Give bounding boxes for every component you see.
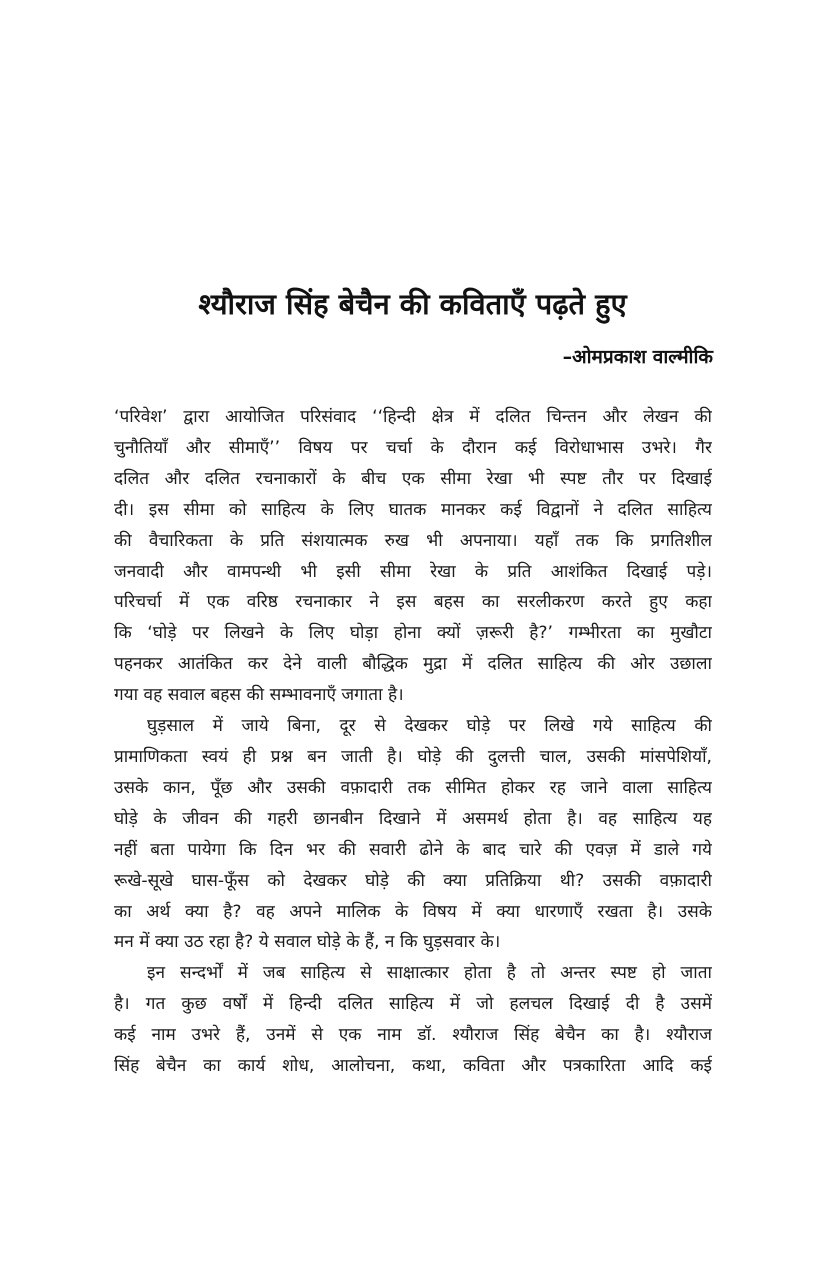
text-line: कि ‘घोड़े पर लिखने के लिए घोड़ा होना क्यों ज़रूरी है?’ गम्भीरता का मुखौटा — [114, 623, 712, 644]
text-line: गया वह सवाल बहस की सम्भावनाएँ जगाता है। — [114, 685, 404, 706]
text-line: नहीं बता पायेगा कि दिन भर की सवारी ढोने के बाद चारे की एवज़ में डाले गये — [114, 839, 712, 860]
text-line: चुनौतियाँ और सीमाएँ’’ विषय पर चर्चा के दौरान कई विरोधाभास उभरे। गैर — [114, 437, 712, 458]
text-line: सिंह बेचैन का कार्य शोध, आलोचना, कथा, कविता और पत्रकारिता आदि कई — [114, 1056, 712, 1077]
text-line: घोड़े के जीवन की गहरी छानबीन दिखाने में असमर्थ होता है। वह साहित्य यह — [114, 808, 712, 829]
text-line: पहनकर आतंकित कर देने वाली बौद्धिक मुद्रा में दलित साहित्य की ओर उछाला — [114, 654, 712, 675]
author-byline: –ओमप्रकाश वाल्मीकि — [562, 346, 713, 368]
paragraph-2 — [114, 711, 712, 958]
text-line: प्रामाणिकता स्वयं ही प्रश्न बन जाती है। घोड़े की दुलत्ती चाल, उसकी मांसपेशियाँ, — [114, 746, 712, 767]
text-line: जनवादी और वामपन्थी भी इसी सीमा रेखा के प्रति आशंकित दिखाई पड़े। — [114, 561, 712, 582]
text-line: रूखे-सूखे घास-फूँस को देखकर घोड़े की क्या प्रतिक्रिया थी? उसकी वफ़ादारी — [114, 870, 712, 891]
text-line: इन सन्दर्भों में जब साहित्य से साक्षात्कार होता है तो अन्तर स्पष्ट हो जाता — [147, 963, 712, 984]
text-line: का अर्थ क्या है? वह अपने मालिक के विषय में क्या धारणाएँ रखता है। उसके — [114, 901, 712, 922]
text-line: परिचर्चा में एक वरिष्ठ रचनाकार ने इस बहस का सरलीकरण करते हुए कहा — [114, 592, 712, 613]
text-line: है। गत कुछ वर्षों में हिन्दी दलित साहित्य में जो हलचल दिखाई दी है उसमें — [114, 994, 712, 1015]
text-line: मन में क्या उठ रहा है? ये सवाल घोड़े के हैं, न कि घुड़सवार के। — [114, 932, 501, 953]
text-line: उसके कान, पूँछ और उसकी वफ़ादारी तक सीमित होकर रह जाने वाला साहित्य — [114, 777, 712, 798]
article-title: श्यौराज सिंह बेचैन की कविताएँ पढ़ते हुए — [198, 287, 627, 321]
text-line: दलित और दलित रचनाकारों के बीच एक सीमा रेखा भी स्पष्ट तौर पर दिखाई — [114, 468, 712, 489]
text-line: कई नाम उभरे हैं, उनमें से एक नाम डॉ. श्यौराज सिंह बेचैन का है। श्यौराज — [114, 1025, 712, 1046]
paragraph-3 — [114, 958, 712, 1082]
text-line: दी। इस सीमा को साहित्य के लिए घातक मानकर कई विद्वानों ने दलित साहित्य — [114, 499, 712, 520]
text-line: घुड़साल में जाये बिना, दूर से देखकर घोड़े पर लिखे गये साहित्य की — [147, 716, 712, 737]
text-line: की वैचारिकता के प्रति संशयात्मक रुख भी अपनाया। यहाँ तक कि प्रगतिशील — [114, 530, 712, 551]
article-body — [114, 402, 712, 1082]
paragraph-1 — [114, 402, 712, 711]
text-line: ‘परिवेश’ द्वारा आयोजित परिसंवाद ‘‘हिन्दी क्षेत्र में दलित चिन्तन और लेखन की — [114, 407, 712, 427]
